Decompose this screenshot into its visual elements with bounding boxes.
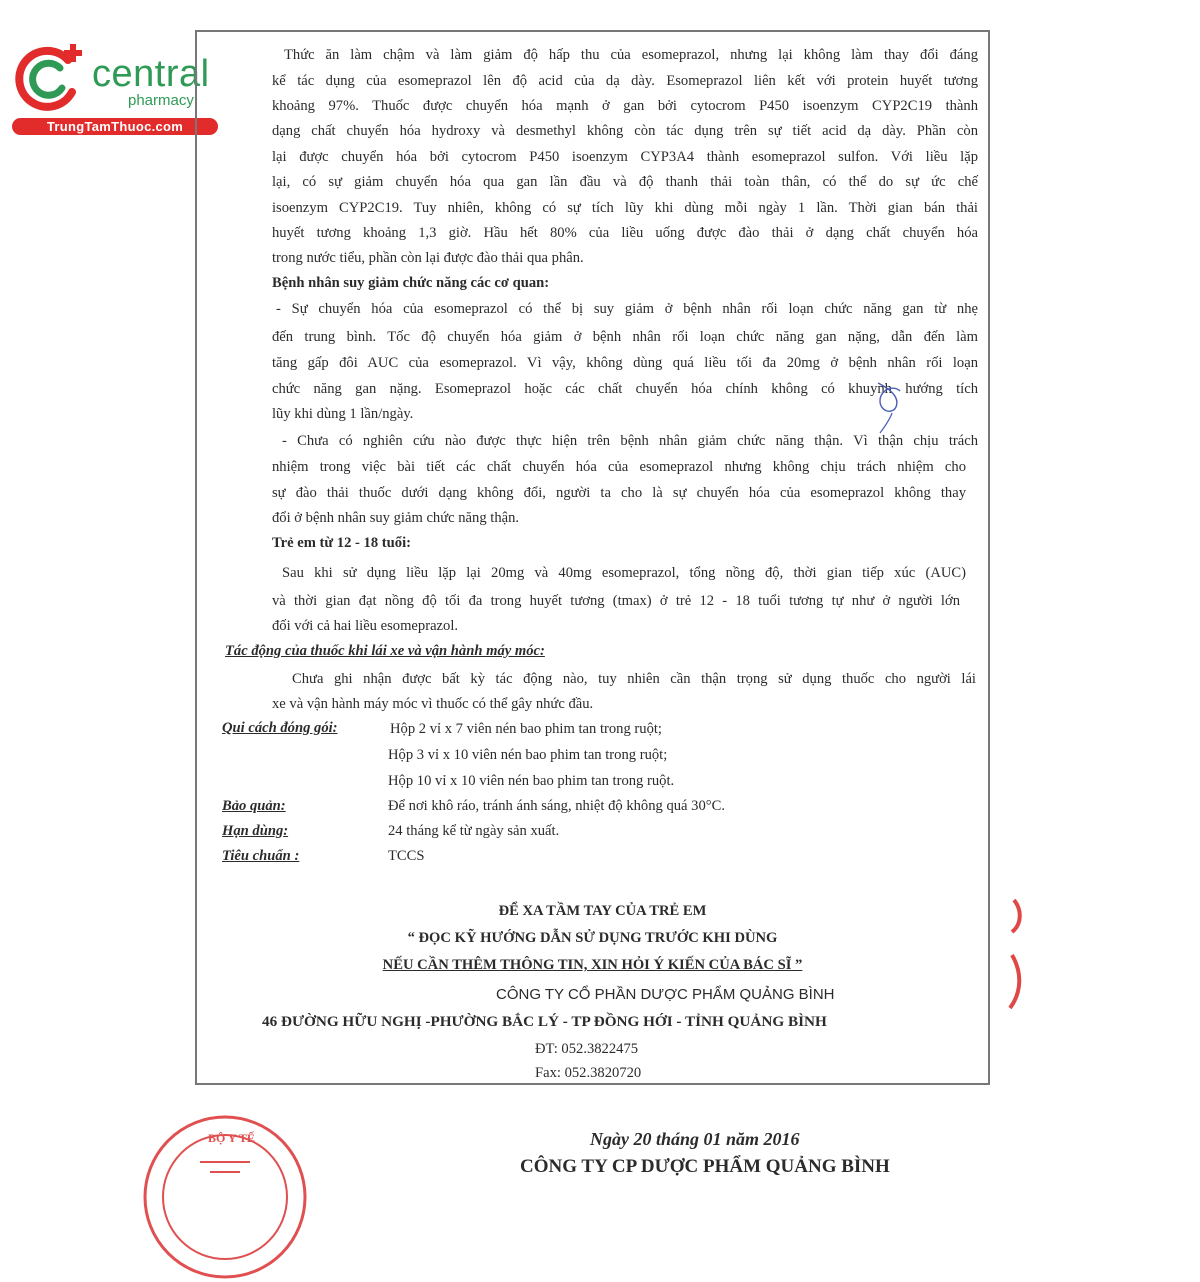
company-phone: ĐT: 052.3822475 [535,1041,639,1057]
storage-label: Bảo quản: [222,798,286,814]
signature-date: Ngày 20 tháng 01 năm 2016 [590,1129,800,1149]
section-heading-children: Trẻ em từ 12 - 18 tuổi: [272,535,411,551]
company-name: CÔNG TY CỔ PHẦN DƯỢC PHẨM QUẢNG BÌNH [496,986,835,1003]
signature-company: CÔNG TY CP DƯỢC PHẨM QUẢNG BÌNH [520,1156,890,1177]
handwritten-mark-icon [850,375,930,445]
packaging-item: Hộp 2 vỉ x 7 viên nén bao phim tan trong ruột; [390,721,662,737]
central-pharmacy-logo-icon [10,38,90,118]
brand-sub: pharmacy [128,92,194,109]
expiry-label: Hạn dùng: [222,823,289,839]
text-line: dạng chất chuyển hóa hydroxy và desmethyl không còn tác dụng trên sự tiết acid dạ dày. Phần còn [272,123,978,139]
standard-label: Tiêu chuẩn : [222,848,300,864]
text-line: - Chưa có nghiên cứu nào được thực hiện trên bệnh nhân giảm chức năng thận. Vì thận chịu trách [282,433,978,449]
section-heading-driving: Tác động của thuốc khi lái xe và vận hành máy móc: [225,643,545,659]
packaging-item: Hộp 3 vỉ x 10 viên nén bao phim tan trong ruột; [388,747,668,763]
text-line: lại được chuyển hóa bởi cytocrom P450 isoenzym CYP3A4 thành esomeprazol sulfon. Với liều lặp [272,149,978,165]
stamp-icon [140,1112,310,1282]
text-line: xe và vận hành máy móc vì thuốc có thể gây nhức đầu. [272,696,594,712]
company-fax: Fax: 052.3820720 [535,1065,642,1081]
text-line: isoenzym CYP2C19. Tuy nhiên, không có sự tích lũy khi dùng mỗi ngày 1 lần. Thời gian bán thải [272,200,978,216]
stamp-fragment-icon [1000,880,1040,1020]
text-line: kể tác dụng của esomeprazol lên độ acid của dạ dày. Esomeprazol liên kết với protein huyết tương [272,73,978,89]
text-line: nhiệm trong việc bài tiết các chất chuyển hóa của esomeprazol nhưng không chịu trách nhiệm cho [272,459,966,475]
warning-read: “ ĐỌC KỸ HƯỚNG DẪN SỬ DỤNG TRƯỚC KHI DÙNG [407,930,778,946]
brand-name: central [92,53,210,95]
warning-ask-doctor: NẾU CẦN THÊM THÔNG TIN, XIN HỎI Ý KIẾN CỦA BÁC SĨ ” [382,957,803,973]
section-heading-organs: Bệnh nhân suy giảm chức năng các cơ quan: [272,275,550,291]
warning-children: ĐỂ XA TẦM TAY CỦA TRẺ EM [498,903,707,919]
brand-logo [10,38,215,138]
text-line: đối với cả hai liều esomeprazol. [272,618,459,634]
company-address: 46 ĐƯỜNG HỮU NGHỊ -PHƯỜNG BẮC LÝ - TP ĐỒNG HỚI - TỈNH QUẢNG BÌNH [262,1013,827,1030]
text-line: trong nước tiểu, phần còn lại được đào thải qua phân. [272,250,584,266]
brand-url[interactable]: TrungTamThuoc.com [12,118,218,135]
text-line: sự đào thải thuốc dưới dạng không đổi, người ta cho là sự chuyển hóa của esomeprazol không thay [272,485,966,501]
packaging-label: Qui cách đóng gói: [222,720,338,736]
stamp-text: BỘ Y TẾ [208,1131,255,1145]
text-line: lại, có sự giảm chuyển hóa qua gan lần đầu và độ thanh thải toàn thân, có thể do sự ức chế [272,174,978,190]
text-line: và thời gian đạt nồng độ tối đa trong huyết tương (tmax) ở trẻ 12 - 18 tuổi tương tự như ở người lớn [272,593,960,609]
packaging-item: Hộp 10 vỉ x 10 viên nén bao phim tan trong ruột. [388,773,675,789]
text-line: lũy khi dùng 1 lần/ngày. [272,406,414,422]
standard-value: TCCS [388,848,425,864]
text-line: đổi ở bệnh nhân suy giảm chức năng thận. [272,510,520,526]
text-line: huyết tương khoảng 1,3 giờ. Hầu hết 80% của liều uống được đào thải ở dạng chất chuyển hóa [272,225,978,241]
text-line: Chưa ghi nhận được bất kỳ tác động nào, tuy nhiên cần thận trọng sử dụng thuốc cho người lái [292,671,976,687]
text-line: - Sự chuyển hóa của esomeprazol có thể bị suy giảm ở bệnh nhân rối loạn chức năng gan từ nhẹ [276,301,978,317]
text-line: chức năng gan nặng. Esomeprazol hoặc các chất chuyển hóa chính không có khuynh hướng tích [272,381,978,397]
expiry-value: 24 tháng kể từ ngày sản xuất. [388,823,560,839]
storage-value: Để nơi khô ráo, tránh ánh sáng, nhiệt độ không quá 30°C. [388,798,725,814]
text-line: Sau khi sử dụng liều lặp lại 20mg và 40mg esomeprazol, tổng nồng độ, thời gian tiếp xúc (AUC) [282,565,966,581]
text-line: Thức ăn làm chậm và làm giảm độ hấp thu của esomeprazol, nhưng lại không làm thay đổi đáng [284,47,978,63]
text-line: tăng gấp đôi AUC của esomeprazol. Vì vậy, không dùng quá liều tối đa 20mg ở bệnh nhân rối loạn [272,355,978,371]
text-line: khoảng 97%. Thuốc được chuyển hóa mạnh ở gan bởi cytocrom P450 isoenzym CYP2C19 thành [272,98,978,114]
text-line: đến trung bình. Tốc độ chuyển hóa giảm ở bệnh nhân rối loạn chức năng gan nặng, dẫn đến làm [272,329,978,345]
